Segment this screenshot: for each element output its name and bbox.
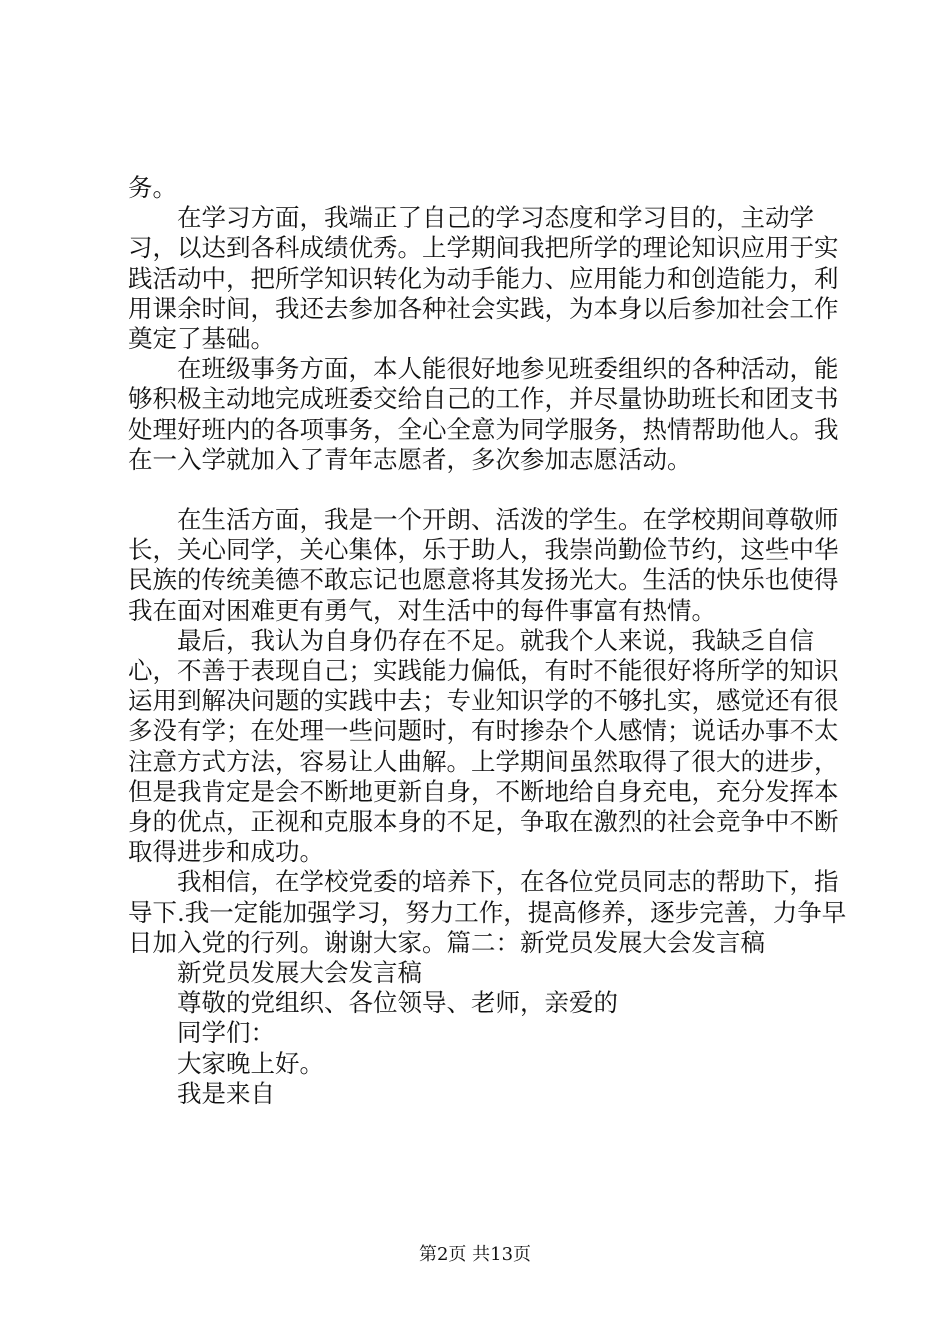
greeting-line: 大家晚上好。 — [177, 1048, 324, 1078]
paragraph-shortcomings: 最后，我认为自身仍存在不足。就我个人来说，我缺乏自信心，不善于表现自己；实践能力偏低，有时不能很好将所学的知识运用到解决问题的实践中去；专业知识学的不够扎实，感觉还有很多没有学；在处理一些问题时，有时掺杂个人感情；说话办事不太注意方式方法，容易让人曲解。上学期间虽然取得了很大的进步，但是我肯定是会不断地更新自身，不断地给自身充电，充分发挥本身的优点，正视和克服本身的不足，争取在激烈的社会竞争中不断取得进步和成功。 — [128, 625, 839, 867]
document-body — [128, 173, 848, 1109]
salutation-line: 尊敬的党组织、各位领导、老师，亲爱的 — [177, 988, 618, 1018]
page-number-footer: 第2页 共13页 — [418, 1244, 532, 1265]
paragraph-class-affairs: 在班级事务方面，本人能很好地参见班委组织的各种活动，能够积极主动地完成班委交给自己的工作，并尽量协助班长和团支书处理好班内的各项事务，全心全意为同学服务，热情帮助他人。我在一入学就加入了青年志愿者，多次参加志愿活动。 — [128, 354, 839, 474]
salutation-line-continued: 同学们： — [177, 1018, 275, 1048]
paragraph-continuation: 务。 — [128, 173, 177, 202]
paragraph-life: 在生活方面，我是一个开朗、活泼的学生。在学校期间尊敬师长，关心同学，关心集体，乐于助人，我崇尚勤俭节约，这些中华民族的传统美德不敢忘记也愿意将其发扬光大。生活的快乐也使得我在面对困难更有勇气，对生活中的每件事富有热情。 — [128, 505, 839, 625]
paragraph-closing: 我相信，在学校党委的培养下，在各位党员同志的帮助下，指导下.我一定能加强学习，努力工作，提高修养，逐步完善，力争早日加入党的行列。谢谢大家。篇二：新党员发展大会发言稿 — [128, 867, 847, 957]
speech-title-line: 新党员发展大会发言稿 — [177, 958, 422, 988]
paragraph-study: 在学习方面，我端正了自己的学习态度和学习目的，主动学习，以达到各科成绩优秀。上学期间我把所学的理论知识应用于实践活动中，把所学知识转化为动手能力、应用能力和创造能力，利用课余时间，我还去参加各种社会实践，为本身以后参加社会工作奠定了基础。 — [128, 203, 839, 354]
intro-line: 我是来自 — [177, 1078, 275, 1108]
